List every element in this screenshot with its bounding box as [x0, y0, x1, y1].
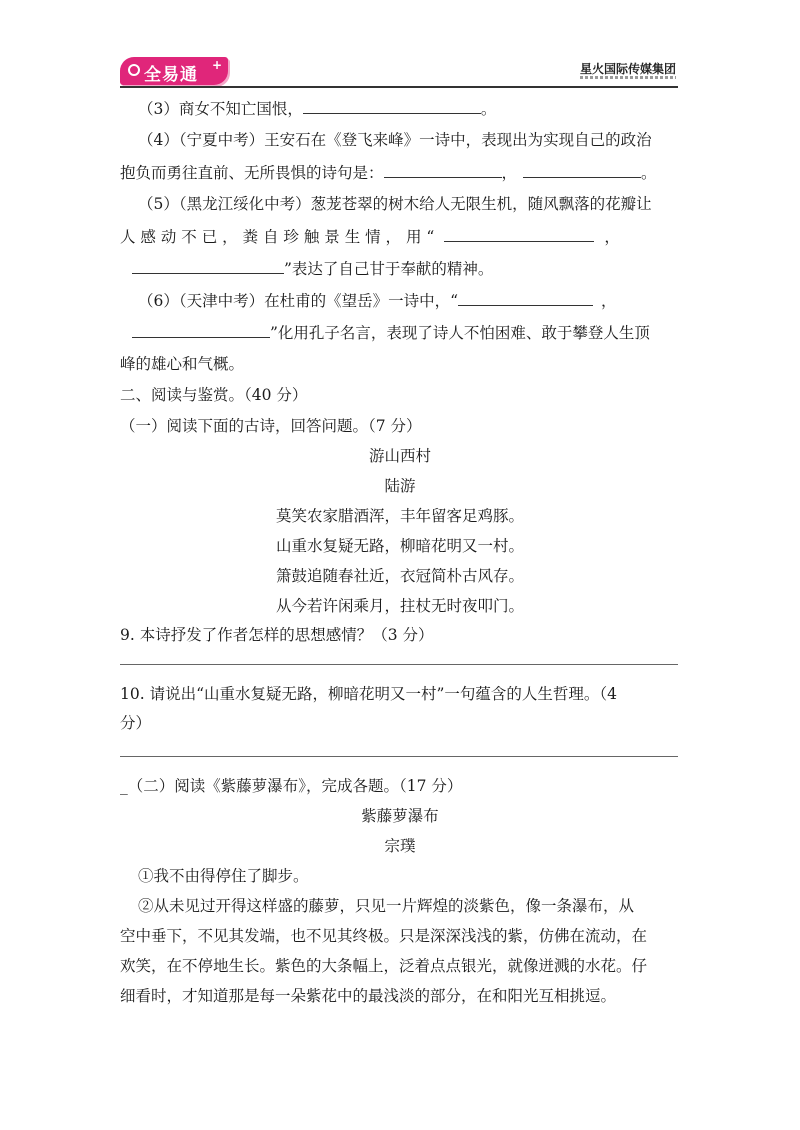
question-4-line-2 [120, 162, 657, 183]
answer-blank [132, 258, 284, 274]
section-2-heading: 二、阅读与鉴赏。（40 分） [120, 386, 308, 404]
paragraph-2-line: 空中垂下，不见其发端，也不见其终极。只是深深浅浅的紫，仿佛在流动，在 [120, 927, 648, 945]
subsection-1-heading: （一）阅读下面的古诗，回答问题。（7 分） [120, 417, 422, 435]
answer-blank [444, 226, 594, 242]
question-10-line-2: 分） [120, 714, 152, 732]
q5-prompt: 人 感 动 不 已 ， 粪 自 珍 触 景 生 情 ， 用 “ [120, 228, 435, 246]
question-6-line-2 [132, 322, 650, 343]
question-9: 9. 本诗抒发了作者怎样的思想感情？（3 分） [120, 626, 434, 644]
answer-blank [303, 98, 481, 114]
poem-author: 陆游 [384, 477, 416, 495]
q6-text: ”化用孔子名言，表现了诗人不怕困难、敢于攀登人生顶 [270, 324, 650, 342]
paragraph-2-line: 细看时，才知道那是每一朵紫花中的最浅淡的部分，在和阳光互相挑逗。 [120, 987, 617, 1005]
poem-line: 莫笑农家腊酒浑，丰年留客足鸡豚。 [275, 507, 524, 525]
subsection-2-heading: _（二）阅读《紫藤萝瀑布》，完成各题。（17 分） [120, 777, 463, 795]
q3-end: 。 [480, 100, 497, 118]
brand-logo [120, 57, 228, 85]
poem-line: 山重水复疑无路，柳暗花明又一村。 [275, 537, 524, 555]
answer-blank [458, 290, 593, 306]
essay-author: 宗璞 [384, 837, 416, 855]
page-header [0, 0, 800, 92]
q5-comma: ， [604, 228, 620, 246]
paragraph-2-line: ②从未见过开得这样盛的藤萝，只见一片辉煌的淡紫色，像一条瀑布，从 [138, 897, 635, 915]
q6-prompt: （6）（天津中考）在杜甫的《望岳》一诗中，“ [138, 292, 459, 310]
answer-blank [384, 162, 502, 178]
q5-end: ”表达了自己甘于奉献的精神。 [284, 260, 494, 278]
question-5-line-1: （5）（黑龙江绥化中考）葱茏苍翠的树木给人无限生机，随风飘落的花瓣让 [138, 195, 652, 213]
logo-text: 全易通 [144, 65, 198, 85]
question-6-line-1 [138, 290, 617, 311]
question-5-line-3 [132, 258, 493, 279]
question-10-line-1: 10. 请说出“山重水复疑无路，柳暗花明又一村”一句蕴含的人生哲理。（4 [120, 685, 618, 703]
logo-plus-icon: + [211, 58, 222, 72]
paragraph-1: ①我不由得停住了脚步。 [138, 867, 309, 885]
q3-text: （3）商女不知亡国恨， [138, 100, 303, 118]
publisher-name: 星火国际传媒集团 [580, 62, 677, 76]
question-3 [138, 98, 496, 119]
answer-blank [523, 162, 641, 178]
header-divider [120, 86, 678, 88]
publisher-tagline-mark [580, 76, 676, 79]
q4-comma: ， [501, 164, 518, 182]
question-6-line-3: 峰的雄心和气概。 [120, 355, 245, 373]
q4-prompt: 抱负而勇往直前、无所畏惧的诗句是： [120, 164, 384, 182]
answer-line [120, 664, 678, 665]
answer-line [120, 756, 678, 757]
q6-comma: ， [601, 292, 617, 310]
paragraph-2-line: 欢笑，在不停地生长。紫色的大条幅上，泛着点点银光，就像迸溅的水花。仔 [120, 957, 648, 975]
essay-title: 紫藤萝瀑布 [361, 807, 439, 825]
logo-swirl-icon [128, 64, 140, 76]
question-4-line-1: （4）（宁夏中考）王安石在《登飞来峰》一诗中，表现出为实现自己的政治 [138, 131, 652, 149]
poem-line: 箫鼓追随春社近，衣冠简朴古风存。 [275, 567, 524, 585]
question-5-line-2 [120, 226, 620, 247]
poem-title: 游山西村 [368, 447, 431, 465]
q4-end: 。 [641, 164, 657, 182]
answer-blank [132, 322, 270, 338]
poem-line: 从今若许闲乘月，拄杖无时夜叩门。 [275, 597, 524, 615]
